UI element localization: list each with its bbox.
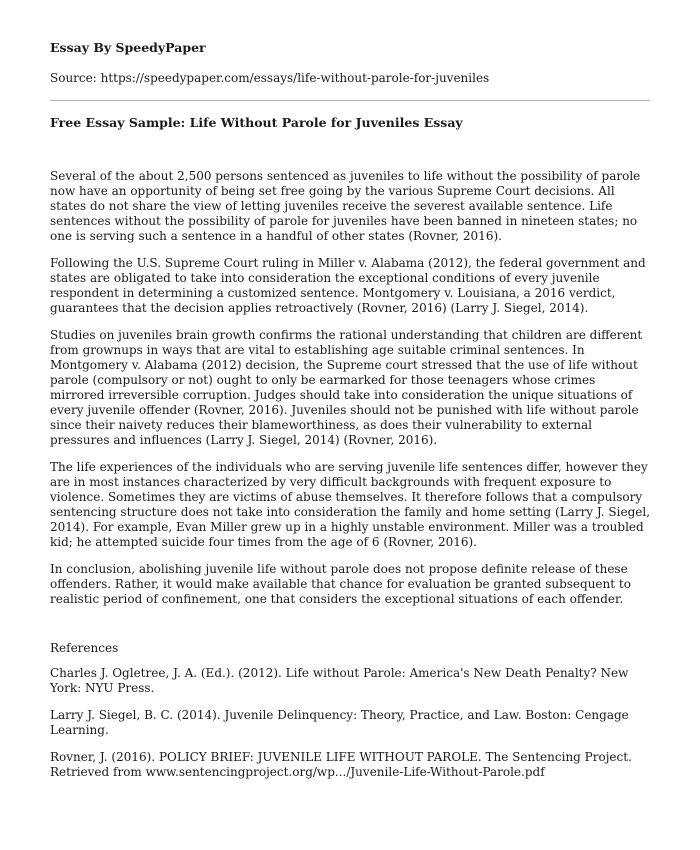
references-heading: References [50,641,119,655]
essay-paragraph: Studies on juveniles brain growth confirms the rational understanding that children are different from grownups in ways that are vital to establishing age suitable criminal sentences. In Montgomery v. Alabama (2012) decision, the Supreme court stressed that the use of life without parole (compulsory or not) ought to only be earmarked for those teenagers whose crimes mirrored irreversible corruption. Judges should take into consideration the unique situations of every juvenile offender (Rovner, 2016). Juveniles should not be punished with life without parole since their naivety reduces their blameworthiness, as does their vulnerability to external pressures and influences (Larry J. Siegel, 2014) (Rovner, 2016). [50,328,643,447]
reference-item: Larry J. Siegel, B. C. (2014). Juvenile Delinquency: Theory, Practice, and Law. Boston: Cengage Learning. [50,708,629,737]
source-line: Source: https://speedypaper.com/essays/life-without-parole-for-juveniles [50,71,490,85]
essay-paragraph: Several of the about 2,500 persons sentenced as juveniles to life without the possibility of parole now have an opportunity of being set free going by the various Supreme Court decisions. All states do not share the view of letting juveniles receive the severest available sentence. Life sentences without the possibility of parole for juveniles have been banned in nineteen states; no one is serving such a sentence in a handful of other states (Rovner, 2016). [50,169,641,243]
essay-paragraph: In conclusion, abolishing juvenile life without parole does not propose definite release of these offenders. Rather, it would make available that chance for evaluation be granted subsequent to realistic period of confinement, one that considers the exceptional situations of each offender. [50,562,631,606]
header-divider [50,100,650,101]
brand-heading: Essay By SpeedyPaper [50,40,206,55]
essay-paragraph: The life experiences of the individuals who are serving juvenile life sentences differ, however they are in most instances characterized by very difficult backgrounds with frequent exposure to violence. Sometimes they are victims of abuse themselves. It therefore follows that a compulsory sentencing structure does not take into consideration the family and home setting (Larry J. Siegel, 2014). For example, Evan Miller grew up in a highly unstable environment. Miller was a troubled kid; he attempted suicide four times from the age of 6 (Rovner, 2016). [50,460,651,549]
essay-paragraph: Following the U.S. Supreme Court ruling in Miller v. Alabama (2012), the federal government and states are obligated to take into consideration the exceptional conditions of every juvenile respondent in determining a customized sentence. Montgomery v. Louisiana, a 2016 verdict, guarantees that the decision applies retroactively (Rovner, 2016) (Larry J. Siegel, 2014). [50,256,646,315]
reference-item: Charles J. Ogletree, J. A. (Ed.). (2012). Life without Parole: America's New Death Penalty? New York: NYU Press. [50,666,629,695]
essay-title: Free Essay Sample: Life Without Parole for Juveniles Essay [50,115,463,130]
reference-item: Rovner, J. (2016). POLICY BRIEF: JUVENILE LIFE WITHOUT PAROLE. The Sentencing Project. Retrieved from www.sentencingproject.org/wp.../Juvenile-Life-Without-Parole.pdf [50,750,632,779]
